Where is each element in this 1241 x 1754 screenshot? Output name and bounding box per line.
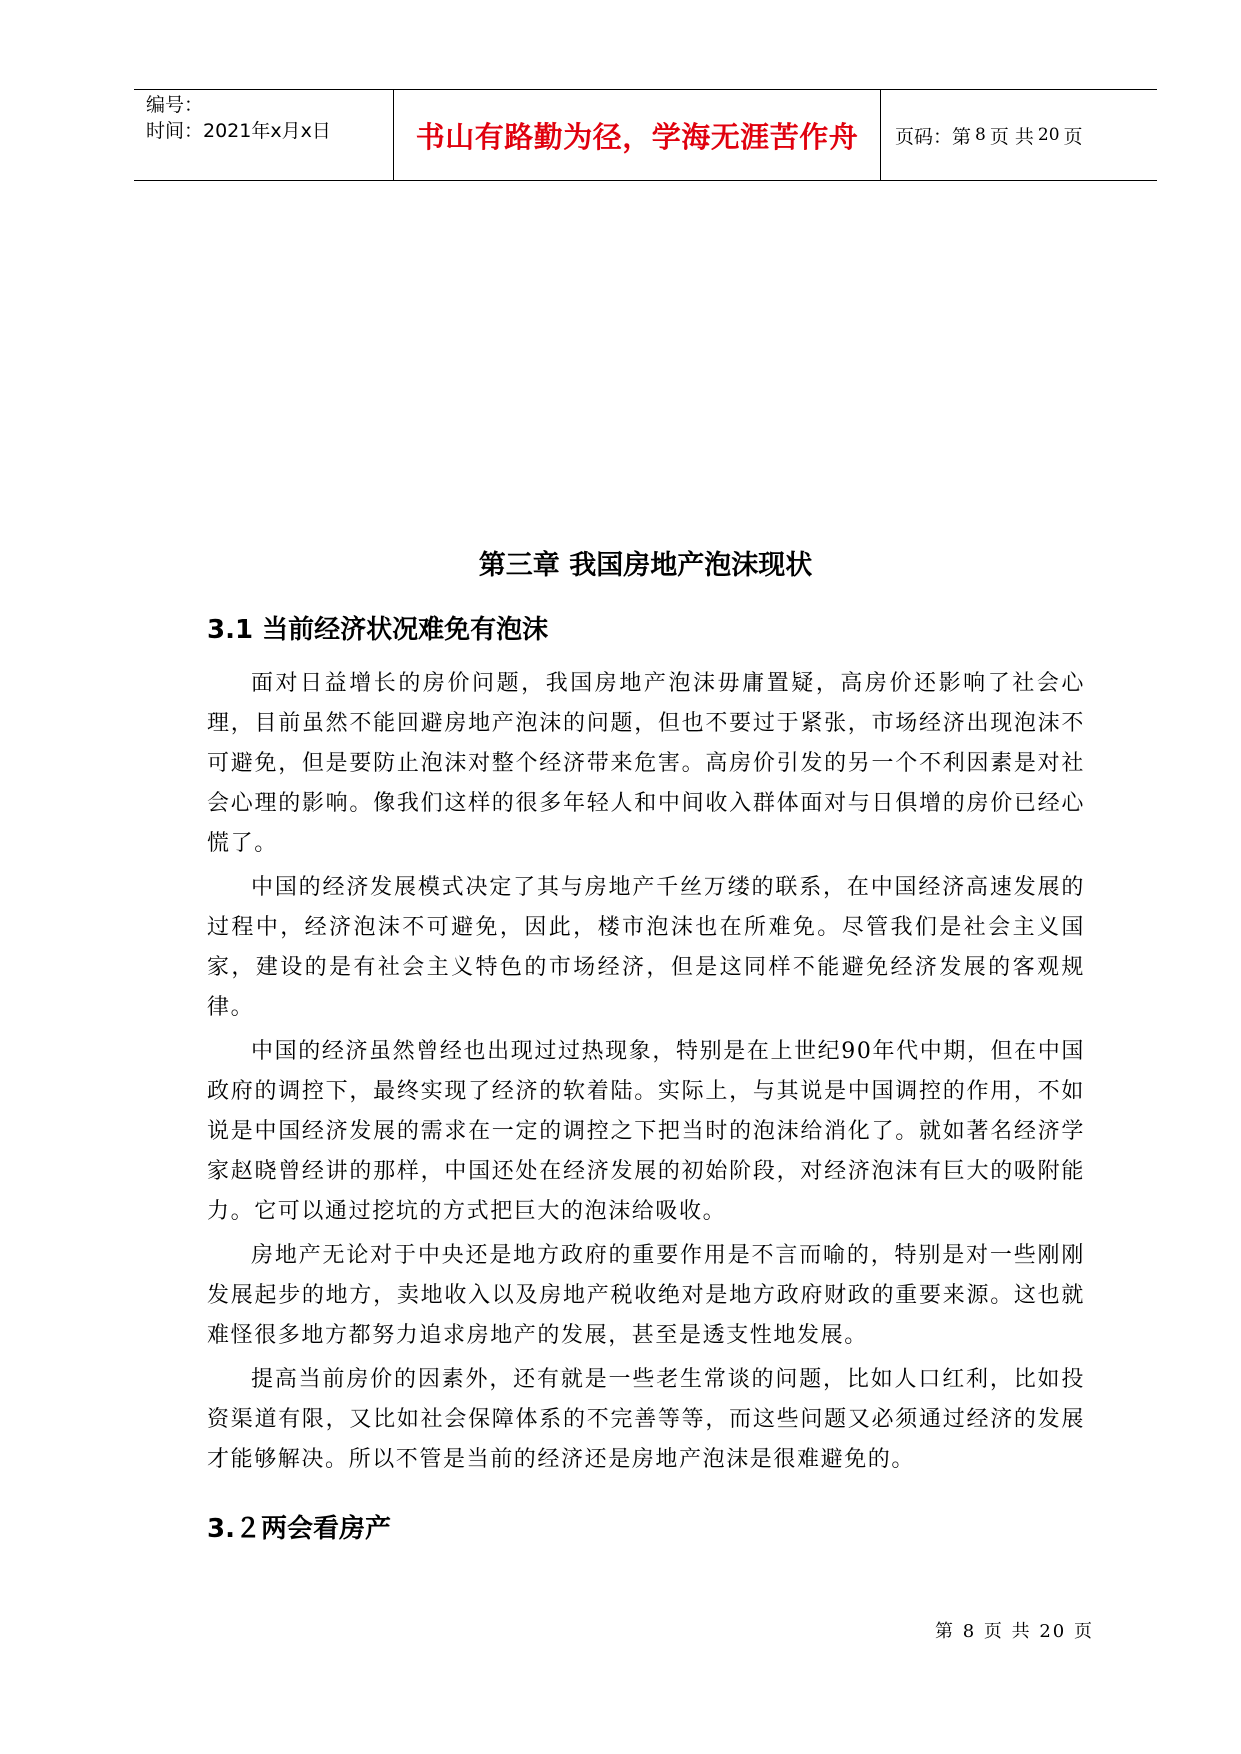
header-motto-cell bbox=[394, 90, 881, 180]
page-prefix: 页码：第 bbox=[895, 125, 972, 148]
paragraph: 中国的经济发展模式决定了其与房地产千丝万缕的联系，在中国经济高速发展的过程中，经济泡沫不可避免，因此，楼市泡沫也在所难免。尽管我们是社会主义国家，建设的是有社会主义特色的市场经济，但是这同样不能避免经济发展的客观规律。 bbox=[207, 875, 1085, 1020]
page-footer: 第 8 页 共 20 页 bbox=[935, 1621, 1094, 1642]
page-current: 8 bbox=[975, 125, 986, 145]
time-label: 时间：2021年x月x日 bbox=[146, 120, 331, 142]
paragraph: 中国的经济虽然曾经也出现过过热现象，特别是在上世纪90年代中期，但在中国政府的调控下，最终实现了经济的软着陆。实际上，与其说是中国调控的作用，不如说是中国经济发展的需求在一定的调控之下把当时的泡沫给消化了。就如著名经济学家赵晓曾经讲的那样，中国还处在经济发展的初始阶段，对经济泡沫有巨大的吸附能力。它可以通过挖坑的方式把巨大的泡沫给吸收。 bbox=[207, 1039, 1085, 1224]
page-suffix: 页 bbox=[1063, 125, 1083, 148]
paragraph: 提高当前房价的因素外，还有就是一些老生常谈的问题，比如人口红利，比如投资渠道有限，又比如社会保障体系的不完善等等，而这些问题又必须通过经济的发展才能够解决。所以不管是当前的经济还是房地产泡沫是很难避免的。 bbox=[207, 1367, 1085, 1472]
header-meta-cell bbox=[134, 90, 394, 180]
page-mid: 页 共 bbox=[989, 125, 1034, 148]
paragraph: 房地产无论对于中央还是地方政府的重要作用是不言而喻的，特别是对一些刚刚发展起步的地方，卖地收入以及房地产税收绝对是地方政府财政的重要来源。这也就难怪很多地方都努力追求房地产的发展，甚至是透支性地发展。 bbox=[207, 1243, 1085, 1348]
page-total: 20 bbox=[1037, 125, 1060, 145]
header-page-cell bbox=[881, 90, 1157, 180]
section-heading-3-2: 3.２两会看房产 bbox=[207, 1514, 391, 1544]
section-body bbox=[207, 664, 1085, 1484]
section-heading-3-1: 3.1 当前经济状况难免有泡沫 bbox=[207, 615, 549, 645]
paragraph: 面对日益增长的房价问题，我国房地产泡沫毋庸置疑，高房价还影响了社会心理，目前虽然不能回避房地产泡沫的问题，但也不要过于紧张，市场经济出现泡沫不可避免，但是要防止泡沫对整个经济带来危害。高房价引发的另一个不利因素是对社会心理的影响。像我们这样的很多年轻人和中间收入群体面对与日俱增的房价已经心慌了。 bbox=[207, 671, 1085, 856]
header-table bbox=[134, 89, 1157, 181]
number-label: 编号： bbox=[146, 94, 204, 116]
chapter-title: 第三章 我国房地产泡沫现状 bbox=[478, 550, 813, 581]
motto-text: 书山有路勤为径，学海无涯苦作舟 bbox=[415, 119, 859, 154]
